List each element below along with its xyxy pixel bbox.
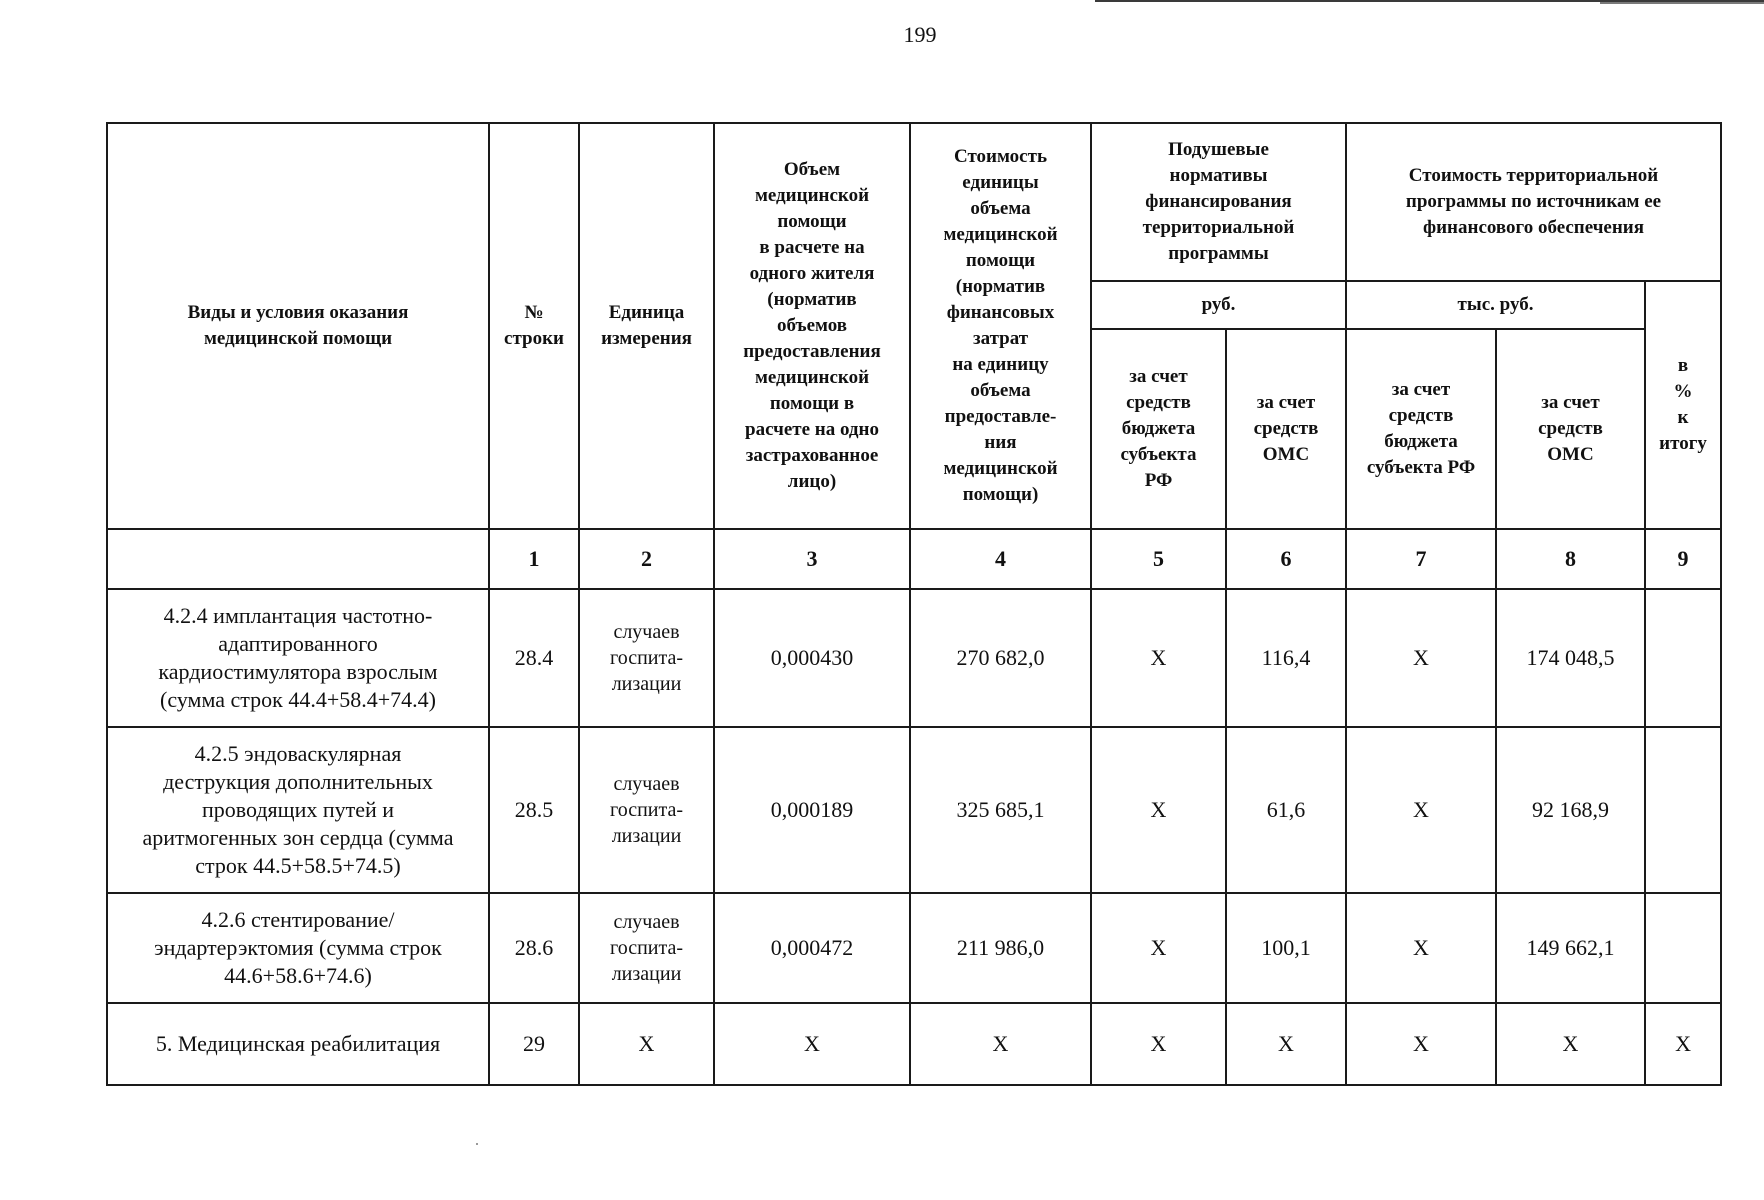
header-budget-rub: за счет средств бюджета субъекта РФ: [1091, 329, 1226, 529]
row-oms-thous: 92 168,9: [1496, 727, 1645, 893]
row-budget-rub: X: [1091, 1003, 1226, 1085]
page-number: 199: [903, 22, 937, 47]
row-budget-thous: X: [1346, 589, 1496, 727]
column-number: 3: [714, 529, 910, 589]
row-oms-rub: 116,4: [1226, 589, 1346, 727]
row-oms-rub: X: [1226, 1003, 1346, 1085]
header-percent: в % к итогу: [1645, 281, 1721, 529]
row-percent: X: [1645, 1003, 1721, 1085]
row-oms-thous: 174 048,5: [1496, 589, 1645, 727]
row-cost: X: [910, 1003, 1091, 1085]
column-number: 4: [910, 529, 1091, 589]
row-cost: 325 685,1: [910, 727, 1091, 893]
row-volume: 0,000430: [714, 589, 910, 727]
row-name: 5. Медицинская реабилитация: [107, 1003, 489, 1085]
column-number: 7: [1346, 529, 1496, 589]
column-number: 1: [489, 529, 579, 589]
column-number: 5: [1091, 529, 1226, 589]
row-cost: 211 986,0: [910, 893, 1091, 1003]
row-number: 29: [489, 1003, 579, 1085]
row-percent: [1645, 893, 1721, 1003]
row-number: 28.6: [489, 893, 579, 1003]
row-volume: X: [714, 1003, 910, 1085]
table-row: [107, 589, 1721, 727]
header-volume: Объем медицинской помощи в расчете на одного жителя (норматив объемов предоставления медицинской помощи в расчете на одно застрахованное лицо): [714, 123, 910, 529]
row-oms-thous: X: [1496, 1003, 1645, 1085]
header-cost: Стоимость единицы объема медицинской помощи (норматив финансовых затрат на единицу объема предоставле- ния медицинской помощи): [910, 123, 1091, 529]
header-unit-rub: руб.: [1091, 281, 1346, 329]
header-unit: Единица измерения: [579, 123, 714, 529]
row-budget-thous: X: [1346, 1003, 1496, 1085]
row-volume: 0,000189: [714, 727, 910, 893]
scan-speck: [476, 1143, 478, 1145]
table-row: [107, 1003, 1721, 1085]
row-budget-rub: X: [1091, 727, 1226, 893]
row-unit: случаев госпита- лизации: [579, 893, 714, 1003]
table-row: [107, 727, 1721, 893]
row-percent: [1645, 589, 1721, 727]
header-per-capita-group: Подушевые нормативы финансирования территориальной программы: [1091, 123, 1346, 281]
header-program-cost-group: Стоимость территориальной программы по источникам ее финансового обеспечения: [1346, 123, 1721, 281]
column-number: 2: [579, 529, 714, 589]
row-budget-thous: X: [1346, 727, 1496, 893]
header-row-no: № строки: [489, 123, 579, 529]
row-oms-rub: 100,1: [1226, 893, 1346, 1003]
row-oms-rub: 61,6: [1226, 727, 1346, 893]
column-number: 8: [1496, 529, 1645, 589]
header-oms-thous: за счет средств ОМС: [1496, 329, 1645, 529]
row-unit: случаев госпита- лизации: [579, 727, 714, 893]
row-number: 28.5: [489, 727, 579, 893]
row-name: 4.2.4 имплантация частотно- адаптированного кардиостимулятора взрослым (сумма строк 44.4+58.4+74.4): [107, 589, 489, 727]
column-number: 9: [1645, 529, 1721, 589]
row-cost: 270 682,0: [910, 589, 1091, 727]
column-number-row: [107, 529, 1721, 589]
header-name: Виды и условия оказания медицинской помощи: [107, 123, 489, 529]
row-unit: случаев госпита- лизации: [579, 589, 714, 727]
header-budget-thous: за счет средств бюджета субъекта РФ: [1346, 329, 1496, 529]
header-unit-thous-rub: тыс. руб.: [1346, 281, 1645, 329]
column-number: 6: [1226, 529, 1346, 589]
row-budget-thous: X: [1346, 893, 1496, 1003]
row-percent: [1645, 727, 1721, 893]
row-unit: X: [579, 1003, 714, 1085]
program-cost-table: [106, 122, 1722, 1086]
row-budget-rub: X: [1091, 893, 1226, 1003]
scan-edge-line-2: [1600, 2, 1764, 4]
row-name: 4.2.5 эндоваскулярная деструкция дополнительных проводящих путей и аритмогенных зон сердца (сумма строк 44.5+58.5+74.5): [107, 727, 489, 893]
row-budget-rub: X: [1091, 589, 1226, 727]
row-oms-thous: 149 662,1: [1496, 893, 1645, 1003]
table-row: [107, 893, 1721, 1003]
row-volume: 0,000472: [714, 893, 910, 1003]
row-name: 4.2.6 стентирование/ эндартерэктомия (сумма строк 44.6+58.6+74.6): [107, 893, 489, 1003]
header-oms-rub: за счет средств ОМС: [1226, 329, 1346, 529]
column-number: [107, 529, 489, 589]
row-number: 28.4: [489, 589, 579, 727]
